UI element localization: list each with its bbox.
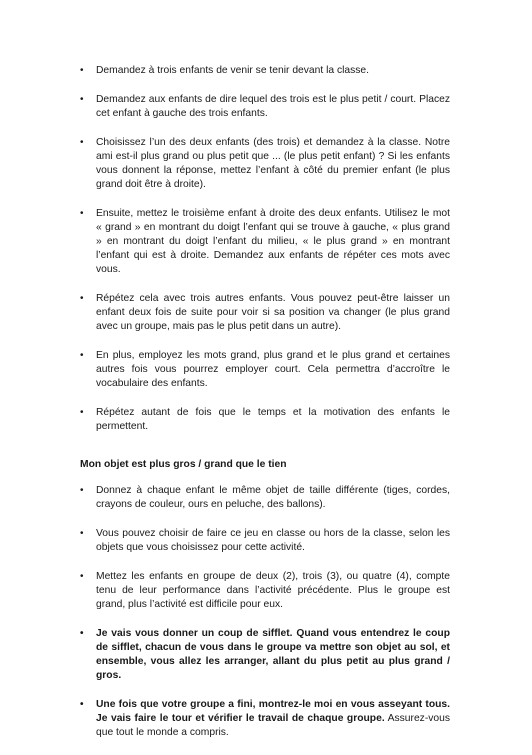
list-item: • Demandez à trois enfants de venir se tenir devant la classe. xyxy=(76,64,450,78)
list-item: • Demandez aux enfants de dire lequel des trois est le plus petit / court. Placez cet enfant à gauche des trois enfants. xyxy=(76,93,450,121)
list-item: • Répétez cela avec trois autres enfants. Vous pouvez peut-être laisser un enfant deux fois de suite pour voir si sa position va changer (le plus grand avec un groupe, mais pas le plus petit dans un autre). xyxy=(76,292,450,334)
instruction-list-2 xyxy=(76,484,450,740)
list-item: • Répétez autant de fois que le temps et la motivation des enfants le permettent. xyxy=(76,406,450,434)
bold-text: Une fois que votre groupe a fini, montrez-le moi en vous asseyant tous. Je vais faire le tour et vérifier le travail de chaque groupe. xyxy=(96,699,450,724)
list-item: • Donnez à chaque enfant le même objet de taille différente (tiges, cordes, crayons de couleur, ours en peluche, des ballons). xyxy=(76,484,450,512)
list-item-bold: • Je vais vous donner un coup de sifflet. Quand vous entendrez le coup de sifflet, chacun de vous dans le groupe va mettre son objet au sol, et ensemble, vous allez les arranger, allant du plus petit au plus grand / gros. xyxy=(76,627,450,683)
list-item: • En plus, employez les mots grand, plus grand et le plus grand et certaines autres fois vous pourrez employer court. Cela permettra d’accroître le vocabulaire des enfants. xyxy=(76,349,450,391)
list-item: • Vous pouvez choisir de faire ce jeu en classe ou hors de la classe, selon les objets que vous choisissez pour cette activité. xyxy=(76,527,450,555)
list-item: • Choisissez l’un des deux enfants (des trois) et demandez à la classe. Notre ami est-il plus grand ou plus petit que ... (le plus petit enfant) ? Si les enfants vous donnent la réponse, mettez l’enfant à côté du premier enfant (le plus grand doit être à droite). xyxy=(76,136,450,192)
list-item: • Mettez les enfants en groupe de deux (2), trois (3), ou quatre (4), compte tenu de leur performance dans l’activité précédente. Plus le groupe est grand, plus l’activité est difficile pour eux. xyxy=(76,570,450,612)
normal-text: Assurez-vous que tout le monde a compris. xyxy=(96,713,451,738)
instruction-list-1 xyxy=(76,64,450,434)
section-heading: Mon objet est plus gros / grand que le tien xyxy=(80,459,287,470)
document-page xyxy=(76,64,450,755)
list-item: • Ensuite, mettez le troisième enfant à droite des deux enfants. Utilisez le mot « grand » en montrant du doigt l’enfant qui se trouve à gauche, « plus grand » en montrant du doigt l’enfant du milieu, « le plus grand » en montrant l’enfant qui est à droite. Demandez aux enfants de répéter ces mots avec vous. xyxy=(76,207,450,277)
list-item-bold xyxy=(76,698,450,740)
